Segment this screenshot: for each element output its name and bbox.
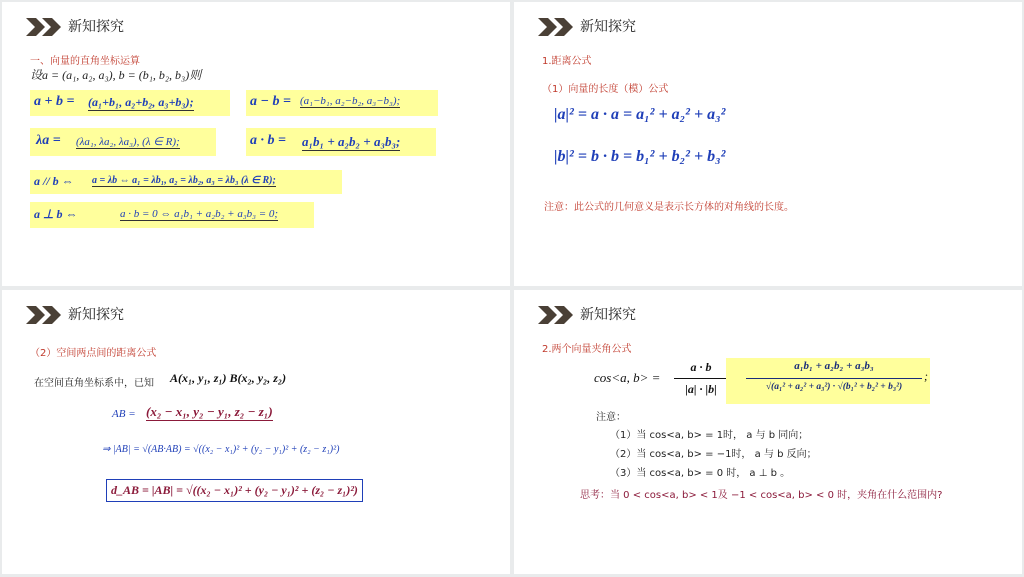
formula-dot xyxy=(246,128,436,156)
formula-add xyxy=(30,90,230,116)
geometry-note: 注意：此公式的几何意义是表示长方体的对角线的长度。 xyxy=(544,202,794,213)
formula-sub-rhs: (a₁−b₁, a₂−b₂, a₃−b₃); xyxy=(300,95,401,107)
double-chevron-icon xyxy=(26,306,62,324)
formula-parallel xyxy=(30,170,342,194)
semicolon: ; xyxy=(924,369,928,383)
points-coords: A(x₁, y₁, z₁) B(x₂, y₂, z₂) xyxy=(170,371,287,385)
fraction2-bar xyxy=(746,378,922,379)
setup-line: 设a = (a₁, a₂, a₃), b = (b₁, b₂, b₃)则 xyxy=(30,68,202,82)
fraction2-denominator: √(a₁² + a₂² + a₃²) · √(b₁² + b₂² + b₃²) xyxy=(765,382,903,392)
formula-parallel-lhs: a // b ⇔ xyxy=(34,174,74,188)
vector-ab-lhs: AB = xyxy=(112,408,136,420)
slide-1 xyxy=(2,2,510,286)
section-title: 2.两个向量夹角公式 xyxy=(542,344,632,355)
formula-sub xyxy=(246,90,438,116)
formula-perp-lhs: a ⊥ b ⇔ xyxy=(34,207,78,221)
length-formula-b: |b|² = b · b = b₁² + b₂² + b₃² xyxy=(554,148,726,165)
length-formula-a: |a|² = a · a = a₁² + a₂² + a₃² xyxy=(554,106,726,123)
formula-scalar-rhs: (λa₁, λa₂, λa₃), (λ ∈ R); xyxy=(76,136,180,148)
formula-perpendicular xyxy=(30,202,314,228)
subsection-title: （1）向量的长度（模）公式 xyxy=(542,84,669,95)
note-perpendicular: （3）当 cos<a, b> = 0 时， a ⊥ b 。 xyxy=(610,468,791,479)
section-title: 一、向量的直角坐标运算 xyxy=(30,56,140,67)
note-label: 注意： xyxy=(596,412,626,423)
formula-parallel-rhs: a = λb ⇔ a₁ = λb₁, a₂ = λb₂, a₃ = λb₃ (λ ∈ R); xyxy=(92,175,276,186)
slide-3 xyxy=(2,290,510,574)
formula-dot-rhs: a₁b₁ + a₂b₂ + a₃b₃; xyxy=(302,134,401,149)
section-title: 1.距离公式 xyxy=(542,56,592,67)
subsection-title: （2）空间两点间的距离公式 xyxy=(30,348,157,359)
double-chevron-icon xyxy=(26,18,62,36)
cos-lhs: cos<a, b> = xyxy=(594,370,661,385)
distance-formula: d_AB = |AB| = √((x₂ − x₁)² + (y₂ − y₁)² + (z₂ − z₁)²) xyxy=(106,479,363,502)
cos-formula-box xyxy=(726,358,930,404)
modulus-derivation: ⇒ |AB| = √(AB·AB) = √((x₂ − x₁)² + (y₂ − y₁)² + (z₂ − z₁)²) xyxy=(102,444,340,455)
distance-intro: 在空间直角坐标系中，已知 xyxy=(34,378,154,389)
formula-dot-lhs: a · b = xyxy=(250,133,286,148)
double-chevron-icon xyxy=(538,306,574,324)
fraction1-denominator: |a| · |b| xyxy=(685,382,717,396)
slide-2 xyxy=(514,2,1022,286)
think-question: 思考：当 0 < cos<a, b> < 1及 −1 < cos<a, b> < 0 时，夹角在什么范围内? xyxy=(580,490,943,501)
fraction1-bar xyxy=(674,378,728,379)
formula-add-rhs: (a₁+b₁, a₂+b₂, a₃+b₃); xyxy=(88,95,194,109)
slide-title: 新知探究 xyxy=(580,307,636,323)
formula-scalar-lhs: λa = xyxy=(36,133,61,148)
formula-scalar xyxy=(30,128,216,156)
note-opposite-direction: （2）当 cos<a, b> = −1时， a 与 b 反向； xyxy=(610,449,817,460)
fraction1-numerator: a · b xyxy=(690,360,712,374)
slide-title: 新知探究 xyxy=(580,19,636,35)
vector-ab-rhs: (x₂ − x₁, y₂ − y₁, z₂ − z₁) xyxy=(146,404,273,419)
double-chevron-icon xyxy=(538,18,574,36)
slide-title: 新知探究 xyxy=(68,19,124,35)
formula-sub-lhs: a − b = xyxy=(250,94,291,109)
note-same-direction: （1）当 cos<a, b> = 1时， a 与 b 同向； xyxy=(610,430,809,441)
slide-title: 新知探究 xyxy=(68,307,124,323)
fraction2-numerator: a₁b₁ + a₂b₂ + a₃b₃ xyxy=(794,360,874,372)
formula-perp-rhs: a · b = 0 ⇔ a₁b₁ + a₂b₂ + a₃b₃ = 0; xyxy=(120,208,279,220)
slide-4 xyxy=(514,290,1022,574)
formula-add-lhs: a + b = xyxy=(34,94,75,109)
